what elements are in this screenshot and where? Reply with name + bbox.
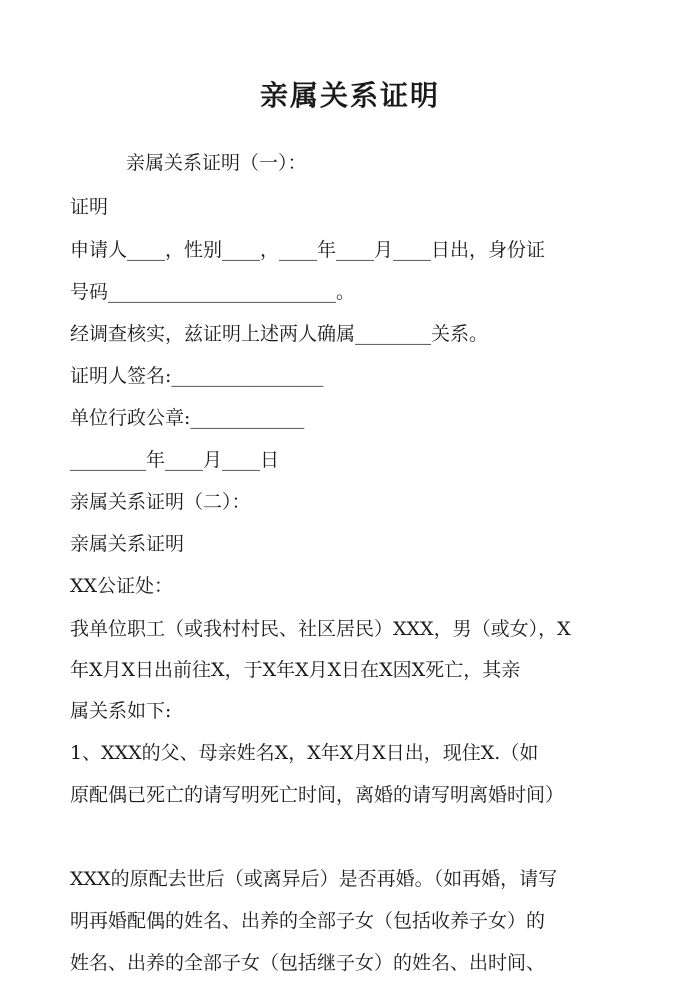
paragraph-line: 属关系如下: bbox=[70, 700, 172, 722]
certificate-subtitle: 亲属关系证明 bbox=[70, 533, 185, 555]
paragraph-line: 明再婚配偶的姓名、出养的全部子女（包括收养子女）的 bbox=[70, 910, 546, 932]
applicant-line: 申请人____，性别____，____年____月____日出，身份证 bbox=[70, 239, 546, 261]
certificate-label: 证明 bbox=[70, 196, 109, 218]
witness-signature-line: 证明人签名:________________ bbox=[70, 365, 324, 387]
section-two-heading: 亲属关系证明（二）： bbox=[70, 491, 251, 513]
date-line: ________年____月____日 bbox=[70, 449, 280, 471]
paragraph-line: 1、XXX的父、母亲姓名X，X年X月X日出，现住X.（如 bbox=[70, 742, 539, 764]
paragraph-line: 姓名、出养的全部子女（包括继子女）的姓名、出时间、 bbox=[70, 952, 546, 974]
id-number-line: 号码________________________。 bbox=[70, 281, 356, 303]
paragraph-line: 原配偶已死亡的请写明死亡时间，离婚的请写明离婚时间） bbox=[70, 784, 565, 806]
paragraph-line: 我单位职工（或我村村民、社区居民）XXX，男（或女），X bbox=[70, 618, 571, 640]
verification-line: 经调查核实，兹证明上述两人确属________关系。 bbox=[70, 323, 489, 345]
paragraph-line: XXX的原配去世后（或离异后）是否再婚。（如再婚，请写 bbox=[70, 868, 558, 890]
official-seal-line: 单位行政公章:____________ bbox=[70, 407, 305, 429]
addressee-line: XX公证处： bbox=[70, 575, 174, 597]
section-one-heading: 亲属关系证明（一）： bbox=[126, 152, 307, 174]
document-title: 亲属关系证明 bbox=[259, 79, 440, 112]
paragraph-line: 年X月X日出前往X，于X年X月X日在X因X死亡，其亲 bbox=[70, 659, 521, 681]
